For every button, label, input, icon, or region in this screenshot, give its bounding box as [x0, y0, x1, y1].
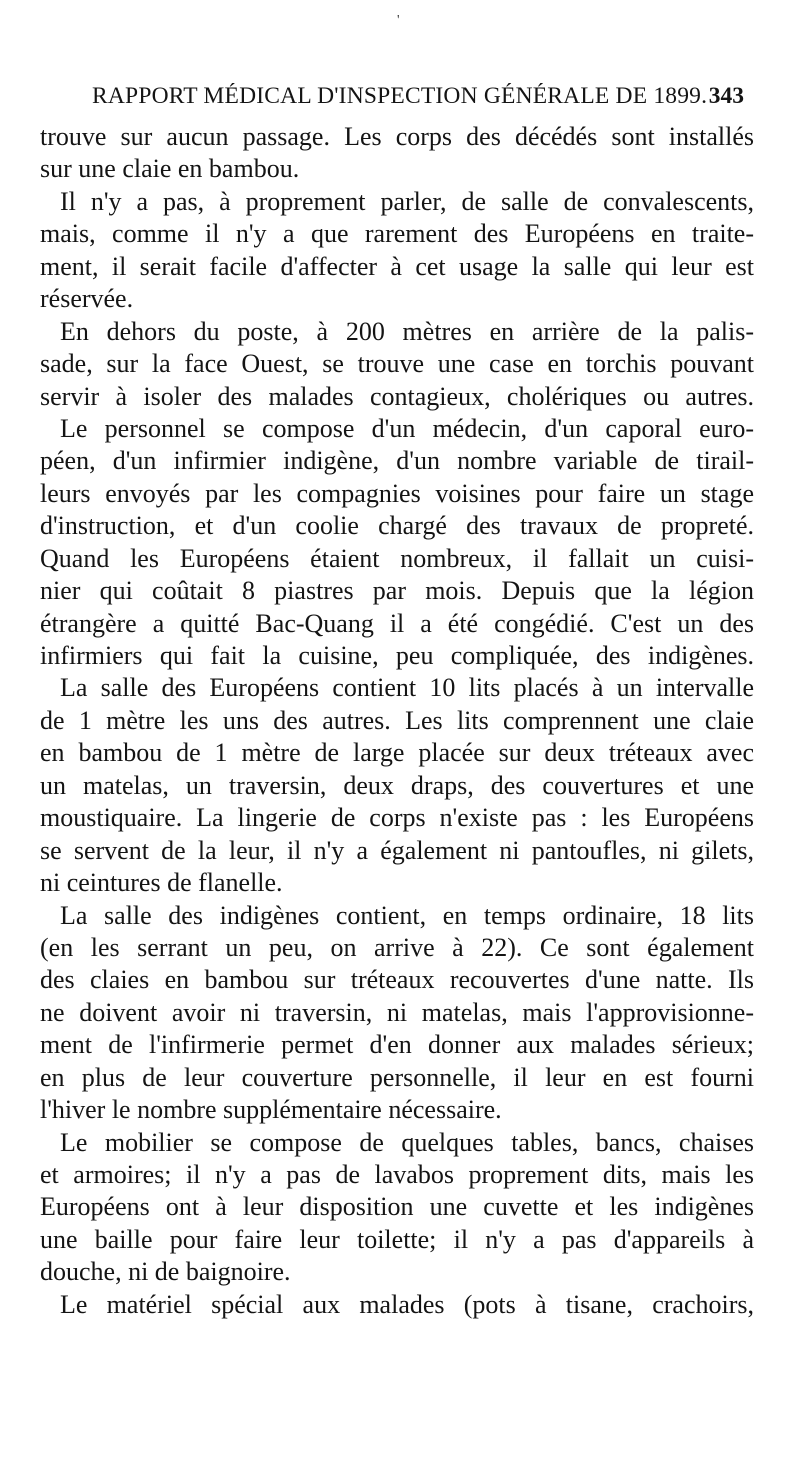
text-line: en plus de leur couverture personnelle, il leur en est fourni: [40, 1062, 754, 1092]
text-line: un matelas, un traversin, deux draps, des couvertures et une: [40, 770, 754, 800]
paragraph-6: [40, 900, 754, 1127]
text-line: ni ceintures de flanelle.: [40, 868, 283, 898]
text-line: des claies en bambou sur tréteaux recouvertes d'une natte. Ils: [40, 965, 754, 995]
text-line: Le matériel spécial aux malades (pots à tisane, crachoirs,: [60, 1289, 754, 1319]
text-line: douche, ni de baignoire.: [40, 1257, 291, 1287]
text-line: sade, sur la face Ouest, se trouve une case en torchis pouvant: [40, 349, 754, 379]
text-line: moustiquaire. La lingerie de corps n'existe pas : les Européens: [40, 803, 754, 833]
paragraph-3: [40, 316, 754, 413]
text-line: servir à isoler des malades contagieux, cholériques ou autres.: [40, 381, 754, 411]
running-head: [92, 78, 744, 114]
text-line: mais, comme il n'y a que rarement des Européens en traite-: [40, 219, 754, 249]
text-line: péen, d'un infirmier indigène, d'un nombre variable de tirail-: [40, 446, 754, 476]
text-line: leurs envoyés par les compagnies voisines pour faire un stage: [40, 478, 754, 508]
text-line: de 1 mètre les uns des autres. Les lits comprennent une claie: [40, 705, 754, 735]
text-line: ne doivent avoir ni traversin, ni matelas, mais l'approvisionne-: [40, 997, 754, 1027]
text-line: en bambou de 1 mètre de large placée sur deux tréteaux avec: [40, 738, 754, 768]
text-line: La salle des Européens contient 10 lits placés à un intervalle: [60, 673, 754, 703]
text-line: Le personnel se compose d'un médecin, d'un caporal euro-: [60, 413, 754, 443]
paragraph-5: [40, 672, 754, 899]
text-line: Quand les Européens étaient nombreux, il fallait un cuisi-: [40, 543, 754, 573]
text-line: et armoires; il n'y a pas de lavabos proprement dits, mais les: [40, 1160, 754, 1189]
paragraph-4: [40, 413, 754, 673]
paragraph-8: [40, 1289, 754, 1321]
text-line: Il n'y a pas, à proprement parler, de salle de convalescents,: [60, 186, 754, 216]
paragraph-7: [40, 1127, 754, 1289]
text-line: infirmiers qui fait la cuisine, peu compliquée, des indigènes.: [40, 641, 754, 670]
text-line: La salle des indigènes contient, en temps ordinaire, 18 lits: [60, 900, 754, 930]
text-line: (en les serrant un peu, on arrive à 22). Ce sont également: [40, 932, 754, 962]
text-line: étrangère a quitté Bac-Quang il a été congédié. C'est un des: [40, 608, 754, 638]
running-head-title: RAPPORT MÉDICAL D'INSPECTION GÉNÉRALE DE 1899.: [92, 83, 708, 109]
text-line: trouve sur aucun passage. Les corps des décédés sont installés: [40, 122, 754, 151]
paragraph-1: [40, 121, 754, 186]
text-line: se servent de la leur, il n'y a également ni pantoufles, ni gilets,: [40, 835, 754, 865]
text-line: nier qui coûtait 8 piastres par mois. Depuis que la légion: [40, 576, 754, 606]
text-line: ment de l'infirmerie permet d'en donner aux malades sérieux;: [40, 1030, 754, 1060]
text-line: l'hiver le nombre supplémentaire nécessaire.: [40, 1095, 502, 1125]
text-line: ment, il serait facile d'affecter à cet usage la salle qui leur est: [40, 251, 754, 281]
paragraph-2: [40, 186, 754, 316]
text-line: d'instruction, et d'un coolie chargé des travaux de propreté.: [40, 511, 754, 541]
text-line: Le mobilier se compose de quelques tables, bancs, chaises: [60, 1127, 754, 1157]
text-line: En dehors du poste, à 200 mètres en arrière de la palis-: [60, 316, 754, 346]
text-line: sur une claie en bambou.: [40, 154, 300, 184]
top-mark: ': [397, 13, 400, 28]
body-text: [40, 121, 754, 1321]
page-number: 343: [708, 83, 744, 109]
text-line: réservée.: [40, 284, 134, 314]
text-line: Européens ont à leur disposition une cuvette et les indigènes: [40, 1192, 754, 1222]
text-line: une baille pour faire leur toilette; il n'y a pas d'appareils à: [40, 1224, 754, 1254]
